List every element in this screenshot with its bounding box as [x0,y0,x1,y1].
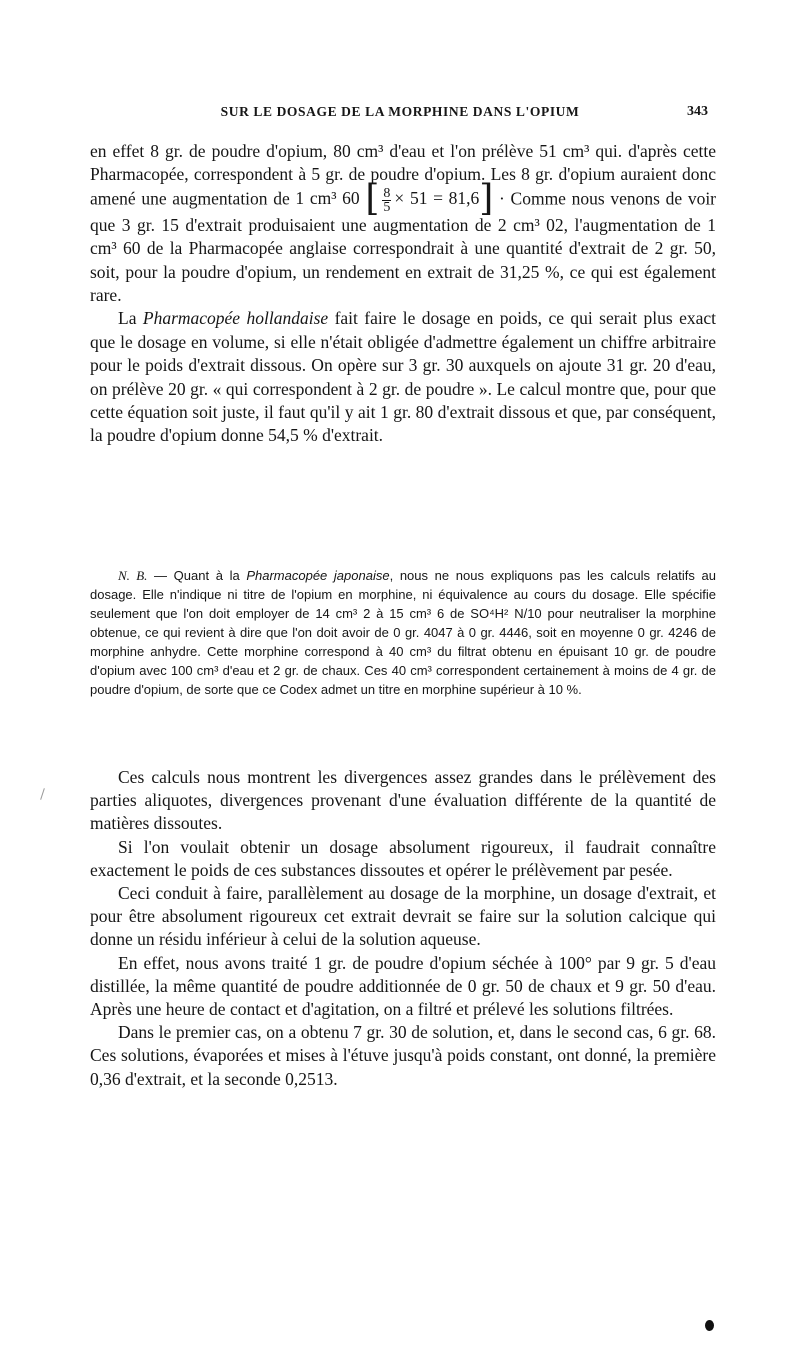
page-number: 343 [687,104,708,119]
p1-line1: en effet 8 gr. de poudre d'opium, 80 cm³ d'eau et l'on prélève 51 cm³ [90,141,590,161]
fraction [382,187,391,214]
formula [295,178,494,220]
paragraph-5: Ceci conduit à faire, parallèlement au dosage de la morphine, un dosage d'extrait, et pour être absolument rigoureux cet extrait devrait se faire sur la solution calcique qui donne un résidu inférieur à celui de la solution aqueuse. [90,883,716,950]
footnote-block [90,566,716,699]
note-tag: N. B. [118,568,148,583]
main-text-continued [90,766,716,1091]
formula-prefix: 1 cm³ 60 [295,188,360,209]
right-bracket-icon: ] [479,178,494,220]
p2-lead: La [118,308,143,329]
p1-line3: d'opium. Les 8 gr. d'opium auraient donc amené une augmentation de [90,164,716,209]
left-bracket-icon: [ [365,178,380,220]
paragraph-1 [90,140,716,307]
note-dash: — Quant à la [147,568,247,583]
fraction-denominator: 5 [383,199,391,215]
formula-tail: · Comme nous venons de voir que 3 gr. 15 [90,188,717,235]
ink-dot [705,1320,714,1331]
p1-rest: d'extrait produisaient une augmentation de 2 cm³ 02, l'augmentation de 1 cm³ 60 de la Pharmacopée anglaise correspondrait à une quantité d'extrait de 2 gr. 50, soit, pour la poudre d'opium, un rendement en extrait de 31,25 %, ce qui est également rare. [90,214,716,306]
paragraph-3: Ces calculs nous montrent les divergences assez grandes dans le prélèvement des parties aliquotes, divergences provenant d'une évaluation différente de la quantité de matières dissoutes. [90,767,716,834]
p2-rest: fait faire le dosage en poids, ce qui serait plus exact que le dosage en volume, si elle n'était obligée d'admettre également un chiffre arbitraire pour le poids d'extrait dissous. On opère sur 3 gr. 30 auxquels on ajoute 31 gr. 20 d'eau, on prélève 20 gr. « qui correspondent à 2 gr. de poudre ». Le calcul montre que, pour que cette équation soit juste, il faut qu'il y ait 1 gr. 80 d'extrait dissous et que, par conséquent, la poudre d'opium donne 54,5 % d'extrait. [90,308,716,446]
note-italic: Pharmacopée japonaise [246,568,390,583]
paragraph-6: En effet, nous avons traité 1 gr. de poudre d'opium séchée à 100° par 9 gr. 5 d'eau distillée, la même quantité de poudre additionnée de 0 gr. 50 de chaux et 9 gr. 50 d'eau. Après une heure de contact et d'agitation, on a filtré et prélevé les solutions filtrées. [90,952,716,1020]
formula-rest: × 51 = 81,6 [394,188,480,209]
paragraph-2 [90,307,716,447]
page-header [0,104,800,126]
note-text: , nous ne nous expliquons pas les calculs relatifs au dosage. Elle n'indique ni titre de l'opium en morphine, ni équivalence au cours du dosage. Elle spécifie seulement que l'on doit employer de 14 cm³ 2 à 15 cm³ 6 de SO⁴H² N/10 pour neutraliser la morphine obtenue, ce qui revient à dire que l'on doit avoir de 0 gr. 4047 à 0 gr. 4446, soit en moyenne 0 gr. 4246 de morphine anhydre. Cette morphine correspond à 40 cm³ du filtrat obtenu en épuisant 10 gr. de poudre d'opium avec 100 cm³ d'eau et 2 gr. de chaux. Ces 40 cm³ correspondent certainement à moins de 4 gr. de poudre d'opium, de sorte que ce Codex admet un titre en morphine supérieur à 10 %. [90,568,716,697]
main-text [90,140,716,448]
stray-mark [40,788,45,800]
paragraph-4: Si l'on voulait obtenir un dosage absolument rigoureux, il faudrait connaître exactement le poids de ces substances dissoutes et opérer le prélèvement par pesée. [90,836,716,880]
p1-line2: qui. d'après cette Pharmacopée, correspondent à 5 gr. de poudre [90,141,717,185]
p2-italic: Pharmacopée hollandaise [142,308,329,329]
paragraph-7: Dans le premier cas, on a obtenu 7 gr. 30 de solution, et, dans le second cas, 6 gr. 68. Ces solutions, évaporées et mises à l'étuve jusqu'à poids constant, ont donné, la première 0,36 d'extrait, et la seconde 0,2513. [90,1022,716,1089]
running-title: SUR LE DOSAGE DE LA MORPHINE DANS L'OPIUM [220,104,580,119]
note-paragraph [90,566,716,699]
fraction-numerator: 8 [383,185,391,201]
